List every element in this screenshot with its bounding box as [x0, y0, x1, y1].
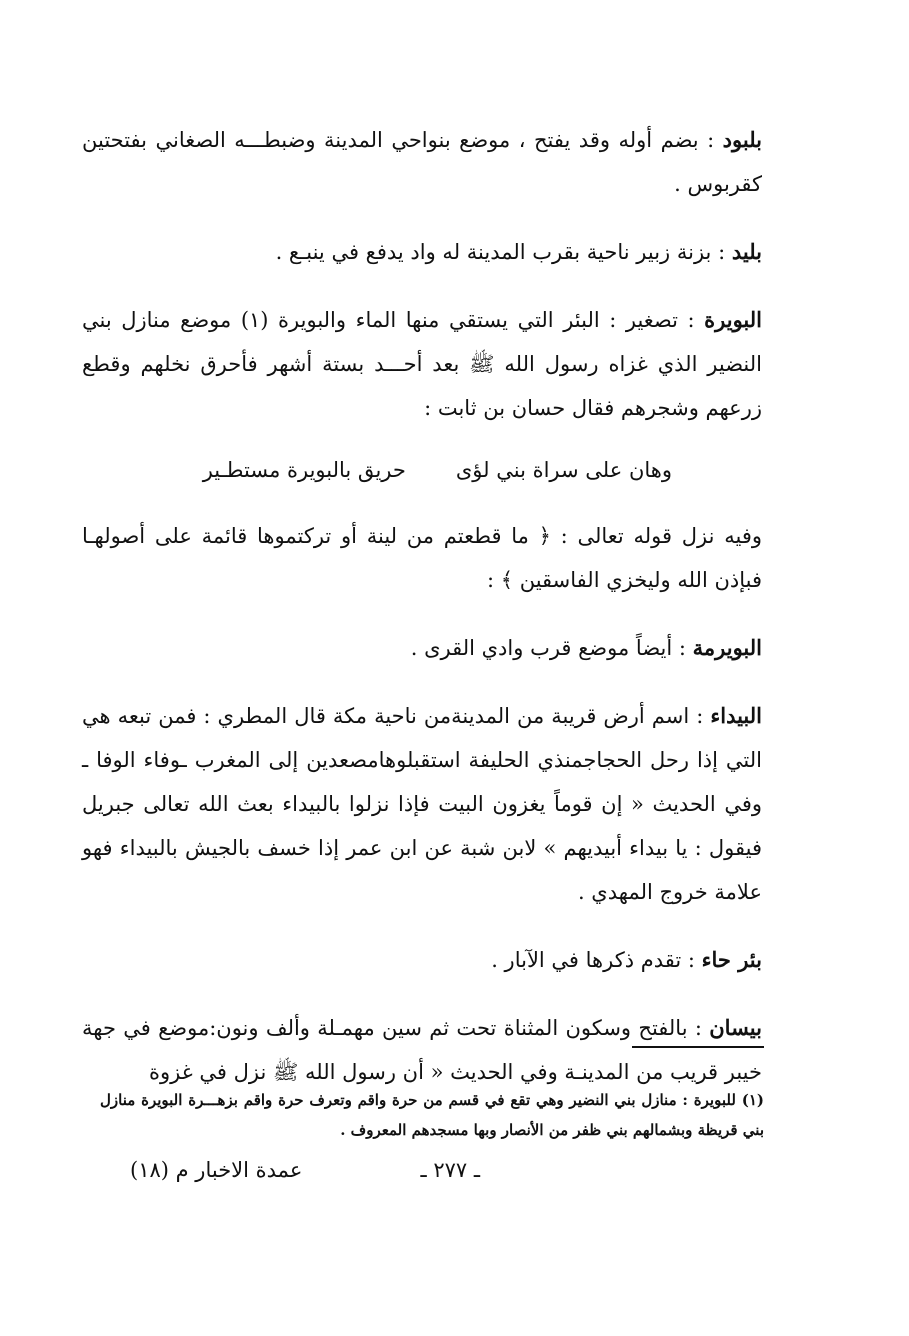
entry-text: : أيضاً موضع قرب وادي القرى .	[410, 636, 693, 660]
entry-text: : تقدم ذكرها في الآبار .	[491, 948, 702, 972]
verse-hemistich-1: وهان على سراة بني لؤى	[455, 458, 672, 482]
entry-term: البيداء	[710, 703, 762, 728]
verse-hemistich-2: حريق بالبويرة مستطـير	[202, 458, 406, 482]
entry-term: بلبود	[722, 127, 762, 152]
entry-text: : تصغير : البئر التي يستقي منها الماء والبويرة (١) موضع منازل بني النضير الذي غزاه رسول الله ﷺ بعد أحـــد بستة أشهر فأحرق نخلهم وقطع زرعهم وشجرهم فقال حسان بن ثابت :	[82, 308, 762, 420]
entry-bir-haa	[82, 938, 762, 982]
entry-text: : اسم أرض قريبة من المدينةمن ناحية مكة قال المطري : فمن تبعه هي التي إذا رحل الحجاجمنذي الحليفة استقبلوهامصعدين إلى المغرب ـوفاء الوفا ـ وفي الحديث « إن قوماً يغزون البيت فإذا نزلوا بالبيداء بعث الله تعالى جبريل فيقول : يا بيداء أبيديهم » لابن شبة عن ابن عمر إذا خسف بالجيش بالبيداء فهو علامة خروج المهدي .	[82, 704, 762, 904]
entry-balbud	[82, 118, 762, 206]
page-body	[82, 118, 762, 1118]
entry-term: بئر حاء	[701, 947, 762, 972]
page-footer	[130, 1158, 480, 1182]
entry-term: بليد	[731, 239, 762, 264]
book-signature: عمدة الاخبار م (١٨)	[130, 1158, 303, 1182]
entry-buwayra	[82, 298, 762, 430]
footnote: (١) للبويرة : منازل بني النضير وهي تقع في قسم من حرة واقم وتعرف حرة واقم بزهـــرة البويرة منازل بني قريظة وبشمالهم بني ظفر من الأنصار وبها مسجدهم المعروف .	[100, 1091, 764, 1139]
entry-text: : بضم أوله وقد يفتح ، موضع بنواحي المدينة وضبطـــه الصغاني بفتحتين كقربوس .	[82, 128, 762, 196]
entry-text: وفيه نزل قوله تعالى : ﴿ ما قطعتم من لينة أو تركتموها قائمة على أصولهـا فبإذن الله وليخزي الفاسقين ﴾ :	[82, 524, 762, 592]
entry-quran-verse	[82, 514, 762, 602]
entry-baysan	[82, 1006, 762, 1094]
entry-baydaa	[82, 694, 762, 914]
entry-text: : بالفتح وسكون المثناة تحت ثم سين مهمـلة وألف ونون:موضع في جهة خيبر قريب من المدينـة وفي الحديث « أن رسول الله ﷺ نزل في غزوة	[82, 1016, 762, 1084]
entry-term: البويرة	[704, 307, 762, 332]
entry-term: البويرمة	[692, 635, 762, 660]
poem-verse	[82, 448, 762, 492]
entry-text: : بزنة زبير ناحية بقرب المدينة له واد يدفع في ينبـع .	[275, 240, 732, 264]
entry-bulayd	[82, 230, 762, 274]
entry-term: بيسان	[709, 1015, 762, 1040]
footnote-divider	[632, 1046, 764, 1048]
page-number: ـ ٢٧٧ ـ	[420, 1158, 480, 1182]
entry-buwayrama	[82, 626, 762, 670]
